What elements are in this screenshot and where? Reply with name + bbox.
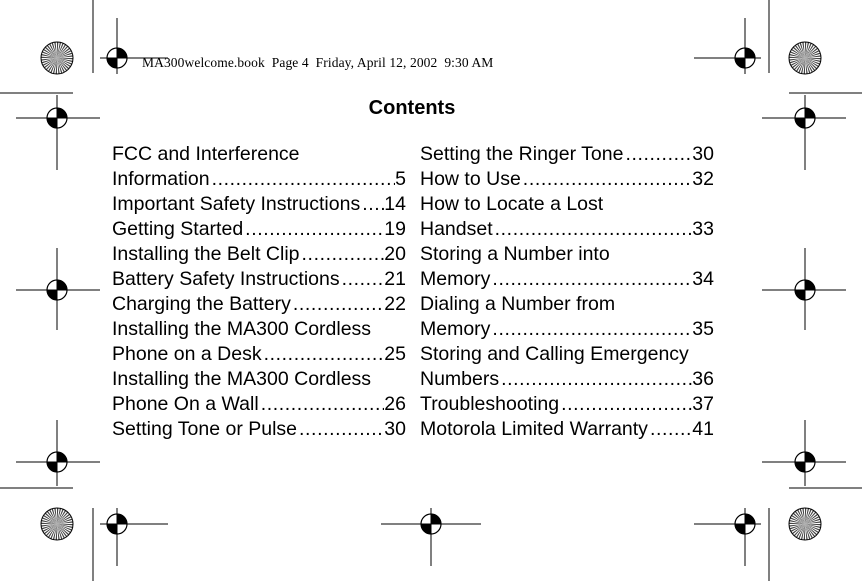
toc-entry (420, 192, 714, 217)
toc-entry-text: Important Safety Instructions (112, 193, 361, 215)
toc-entry-text: Getting Started (112, 218, 244, 240)
dot-leader (360, 192, 384, 217)
toc-entry-page: 34 (692, 268, 714, 290)
dot-leader (648, 417, 692, 442)
toc-entry (112, 342, 406, 367)
dot-leader (297, 417, 384, 442)
dot-leader (623, 142, 692, 167)
toc-entry-text: How to Use (420, 168, 521, 190)
toc-entry-page: 33 (692, 218, 714, 240)
toc-entry-text: Installing the MA300 Cordless (112, 318, 372, 340)
toc-entry-page: 5 (395, 168, 406, 190)
dot-leader (259, 392, 385, 417)
toc-entry (420, 342, 714, 367)
toc-entry-text: Installing the Belt Clip (112, 243, 300, 265)
toc-entry-text: Phone on a Desk (112, 343, 262, 365)
toc-entry-page: 35 (692, 318, 714, 340)
registration-starburst-icon (41, 508, 73, 540)
toc-entry-text: Memory (420, 268, 491, 290)
toc-entry-text: Motorola Limited Warranty (420, 418, 648, 440)
toc-entry-page: 30 (692, 143, 714, 165)
toc-entry (420, 367, 714, 392)
toc-entry (112, 267, 406, 292)
toc-entry (420, 417, 714, 442)
toc-entry-text: Numbers (420, 368, 500, 390)
toc-entry-page: 30 (384, 418, 406, 440)
registration-target-icon (41, 274, 73, 306)
dot-leader (291, 292, 384, 317)
dot-leader (499, 367, 692, 392)
toc-entry-page: 19 (384, 218, 406, 240)
toc-entry (112, 392, 406, 417)
toc-entry (112, 367, 406, 392)
dot-leader (243, 217, 384, 242)
toc-entry-page: 36 (692, 368, 714, 390)
book-header-line: MA300welcome.book Page 4 Friday, April 12, 2002 9:30 AM (142, 55, 494, 70)
toc-entry-page: 41 (692, 418, 714, 440)
dot-leader (210, 167, 396, 192)
toc-entry (112, 292, 406, 317)
toc-entry-page: 21 (384, 268, 406, 290)
toc-entry (112, 217, 406, 242)
registration-target-icon (789, 274, 821, 306)
registration-target-icon (415, 508, 447, 540)
toc-entry (420, 167, 714, 192)
toc-entry (112, 192, 406, 217)
dot-leader (340, 267, 385, 292)
toc-entry-text: Setting Tone or Pulse (112, 418, 298, 440)
toc-entry-text: Phone On a Wall (112, 393, 259, 415)
toc-entry-text: FCC and Interference (112, 143, 300, 165)
toc-entry-page: 22 (384, 293, 406, 315)
toc-entry-text: Installing the MA300 Cordless (112, 368, 372, 390)
toc-entry-text: Memory (420, 318, 491, 340)
toc-entry-text: How to Locate a Lost (420, 193, 604, 215)
registration-target-icon (729, 508, 761, 540)
dot-leader (262, 342, 385, 367)
toc-entry (112, 142, 406, 167)
toc-right-column (420, 142, 714, 442)
toc-entry-text: Handset (420, 218, 493, 240)
toc-entry-page: 37 (692, 393, 714, 415)
dot-leader (490, 267, 692, 292)
toc-entry (112, 317, 406, 342)
toc-entry (112, 167, 406, 192)
toc-entry-text: Battery Safety Instructions (112, 268, 340, 290)
toc-entry (420, 292, 714, 317)
dot-leader (521, 167, 693, 192)
registration-target-icon (729, 42, 761, 74)
toc-entry-text: Dialing a Number from (420, 293, 616, 315)
dot-leader (493, 217, 693, 242)
toc-entry-page: 32 (692, 168, 714, 190)
toc-entry (112, 242, 406, 267)
page-title: Contents (368, 97, 456, 119)
toc-entry-text: Storing a Number into (420, 243, 610, 265)
toc-entry-page: 20 (384, 243, 406, 265)
toc-entry (420, 142, 714, 167)
toc-entry-text: Troubleshooting (420, 393, 560, 415)
toc-entry-page: 14 (384, 193, 406, 215)
toc-entry-text: Setting the Ringer Tone (420, 143, 624, 165)
dot-leader (300, 242, 385, 267)
toc-entry (420, 242, 714, 267)
registration-target-icon (101, 42, 133, 74)
registration-target-icon (101, 508, 133, 540)
toc-entry (420, 392, 714, 417)
toc-entry-page: 26 (384, 393, 406, 415)
dot-leader (559, 392, 692, 417)
registration-starburst-icon (789, 42, 821, 74)
registration-target-icon (41, 446, 73, 478)
registration-target-icon (789, 446, 821, 478)
toc-entry (420, 217, 714, 242)
toc-entry (112, 417, 406, 442)
registration-starburst-icon (789, 508, 821, 540)
toc-entry-text: Information (112, 168, 210, 190)
toc-left-column (112, 142, 406, 442)
toc-entry (420, 267, 714, 292)
toc-entry-text: Charging the Battery (112, 293, 291, 315)
toc-entry-page: 25 (384, 343, 406, 365)
registration-starburst-icon (41, 42, 73, 74)
toc-entry (420, 317, 714, 342)
dot-leader (490, 317, 692, 342)
toc-entry-text: Storing and Calling Emergency (420, 343, 689, 365)
